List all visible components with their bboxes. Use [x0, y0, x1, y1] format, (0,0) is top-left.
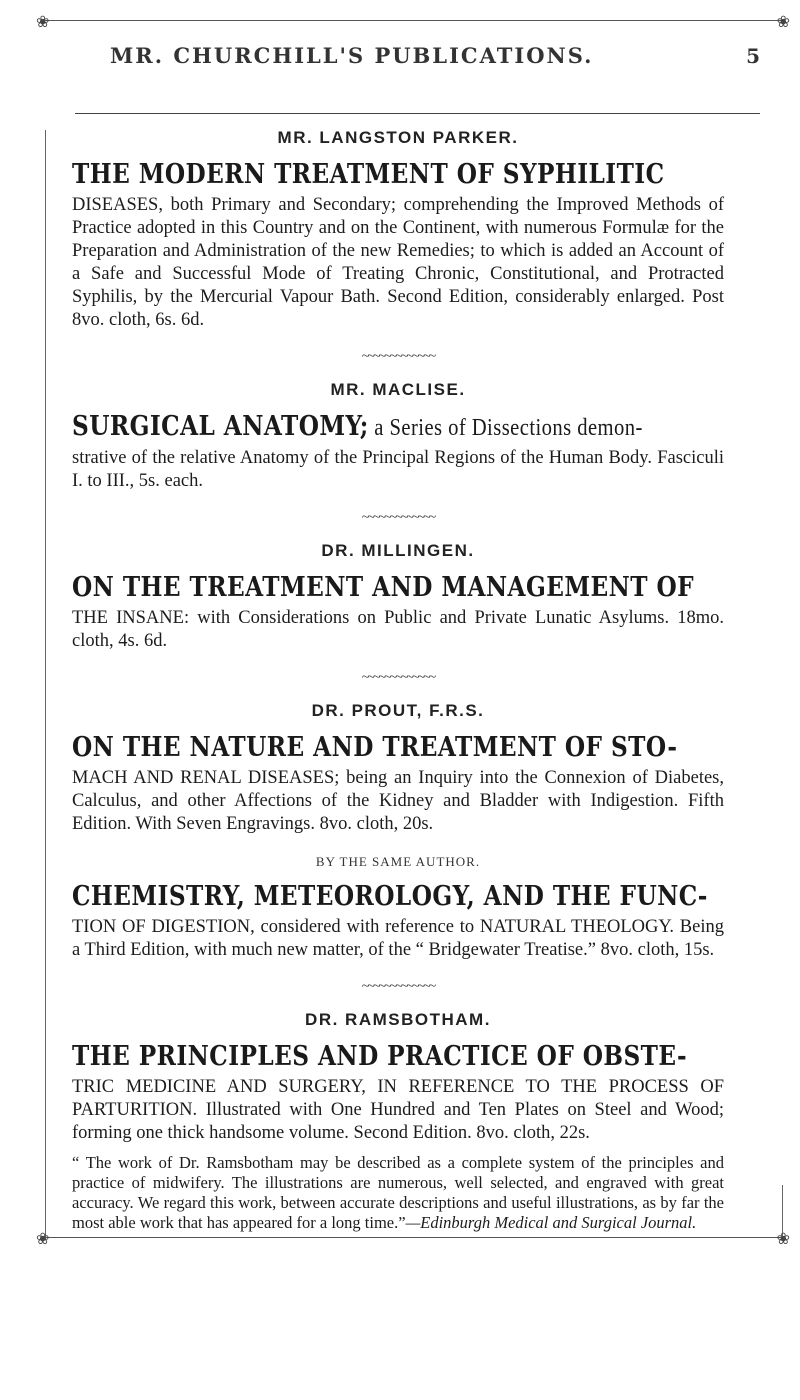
corner-ornament-icon: ❀ — [36, 1231, 50, 1248]
entry-title: THE MODERN TREATMENT OF SYPHILITIC — [72, 159, 665, 190]
entry-description: TRIC MEDICINE AND SURGERY, IN REFERENCE TO THE PROCESS OF PARTURITION. Illustrated with One Hundred and Ten Plates on Steel and Wood; forming one thick handsome volume. Second Edition. 8vo. cloth, 22s. — [72, 1077, 724, 1143]
left-border-rule — [45, 130, 46, 1240]
corner-ornament-icon: ❀ — [776, 14, 790, 31]
entry-title: ON THE NATURE AND TREATMENT OF STO- — [72, 732, 678, 763]
entry-title: ON THE TREATMENT AND MANAGEMENT OF — [72, 572, 695, 603]
review-quote-text: “ The work of Dr. Ramsbotham may be described as a complete system of the principles and practice of midwifery. The illustrations are numerous, well selected, and engraved with great accuracy. We regard this work, between accurate descriptions and useful illustrations, as by far the most able work that has appeared for a long time.” — [72, 1153, 724, 1232]
ornamental-divider: ~~~~~~~~~~~~~ — [361, 979, 435, 994]
same-author-heading: BY THE SAME AUTHOR. — [315, 854, 481, 869]
entry-title: THE PRINCIPLES AND PRACTICE OF OBSTE- — [72, 1041, 688, 1072]
ornamental-divider: ~~~~~~~~~~~~~ — [361, 670, 435, 685]
entry-parker — [72, 128, 724, 332]
entry-description-second: TION OF DIGESTION, considered with reference to NATURAL THEOLOGY. Being a Third Edition, with much new matter, of the “ Bridgewater Treatise.” 8vo. cloth, 15s. — [72, 917, 724, 960]
bottom-border-rule — [44, 1237, 782, 1238]
entry-millingen — [72, 541, 724, 653]
catalogue-listing — [72, 128, 724, 1233]
entry-author: MR. MACLISE. — [330, 380, 466, 399]
entry-description: MACH AND RENAL DISEASES; being an Inquiry into the Connexion of Diabetes, Calculus, and other Affections of the Kidney and Bladder with Indigestion. Fifth Edition. With Seven Engravings. 8vo. cloth, 20s. — [72, 768, 724, 834]
entry-maclise — [72, 380, 724, 493]
ornamental-divider: ~~~~~~~~~~~~~ — [361, 349, 435, 364]
entry-title-tail: a Series of Dissections demon- — [368, 415, 643, 441]
header-rule — [75, 113, 760, 114]
corner-ornament-icon: ❀ — [36, 14, 50, 31]
entry-ramsbotham — [72, 1010, 724, 1233]
entry-author: DR. RAMSBOTHAM. — [305, 1010, 491, 1029]
entry-description: DISEASES, both Primary and Secondary; comprehending the Improved Methods of Practice adopted in this Country and on the Continent, with numerous Formulæ for the Preparation and Administration of the new Remedies; to which is added an Account of a Safe and Successful Mode of Treating Chronic, Constitutional, and Protracted Syphilis, by the Mercurial Vapour Bath. Second Edition, considerably enlarged. Post 8vo. cloth, 6s. 6d. — [72, 195, 724, 330]
running-head — [110, 43, 760, 68]
entry-description: THE INSANE: with Considerations on Public and Private Lunatic Asylums. 18mo. cloth, 4s. 6d. — [72, 608, 724, 651]
review-quote — [72, 1153, 724, 1233]
top-border-rule — [44, 20, 782, 21]
entry-title — [72, 410, 643, 445]
review-quote-source: —Edinburgh Medical and Surgical Journal. — [405, 1213, 697, 1232]
running-title: MR. CHURCHILL'S PUBLICATIONS. — [110, 43, 594, 68]
entry-author: DR. PROUT, F.R.S. — [311, 701, 485, 720]
entry-description: strative of the relative Anatomy of the Principal Regions of the Human Body. Fasciculi I. to III., 5s. each. — [72, 448, 724, 491]
entry-author: DR. MILLINGEN. — [321, 541, 475, 560]
ornamental-divider: ~~~~~~~~~~~~~ — [361, 510, 435, 525]
page-number: 5 — [746, 44, 760, 68]
corner-ornament-icon: ❀ — [776, 1231, 790, 1248]
entry-title-second: CHEMISTRY, METEOROLOGY, AND THE FUNC- — [72, 881, 708, 912]
entry-title-text: SURGICAL ANATOMY; — [72, 411, 369, 442]
entry-author: MR. LANGSTON PARKER. — [277, 128, 519, 147]
entry-prout — [72, 701, 724, 962]
